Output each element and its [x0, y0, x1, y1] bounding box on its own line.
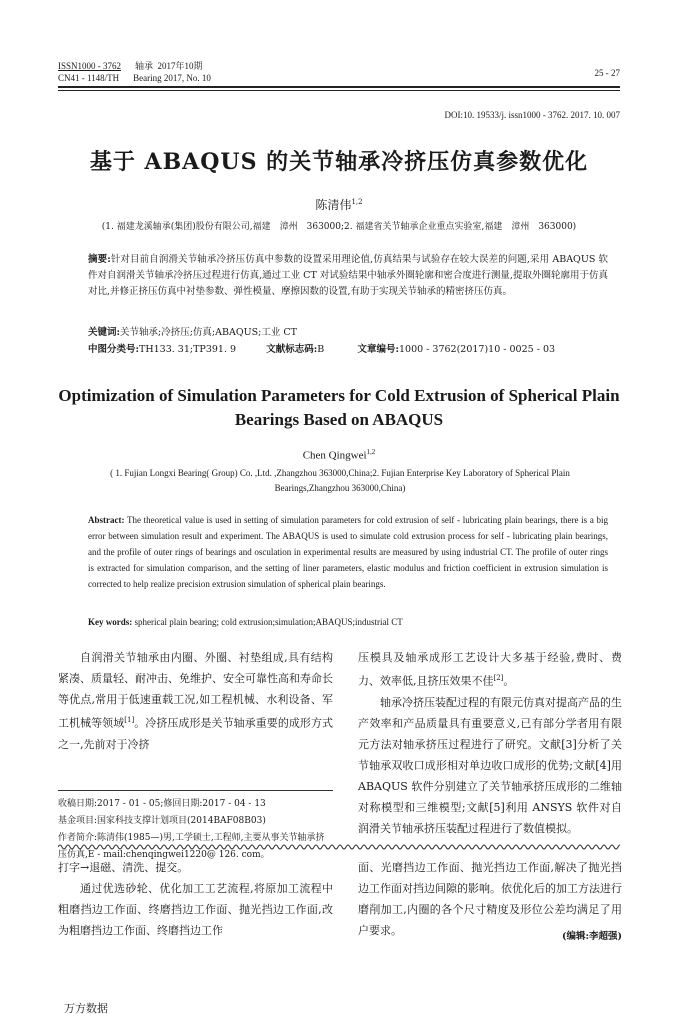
body-paragraph: 打字→退磁、清洗、提交。: [58, 861, 189, 874]
body-right-column: [358, 647, 622, 839]
clc-label: 中图分类号:: [88, 344, 140, 355]
footnote: [58, 796, 333, 864]
footnote-fund: 基金项目:国家科技支撑计划项目(2014BAF08B03): [58, 816, 266, 826]
article-no-label: 文章编号:: [357, 344, 399, 355]
footnote-bio: 作者简介:陈清伟(1985—)男,工学硕士,工程师,主要从事关节轴承挤压仿真,E - mail:chenqingwei1220@ 126. com。: [58, 833, 325, 860]
author-cn-name: 陈清伟: [315, 198, 352, 212]
body-left-column: [58, 647, 333, 755]
abstract-cn-text: 针对目前自润滑关节轴承冷挤压仿真中参数的设置采用理论值,仿真结果与试验存在较大误差的问题,采用 ABAQUS 软件对自润滑关节轴承冷挤压过程进行仿真,通过工业 CT 对试验结果中轴承外圈轮廓和密合度进行测量,提取外圈轮廓用于仿真对比,并修正挤压仿真中衬垫参数、弹性模量、摩擦因数的设置,有助于实现关节轴承的精密挤压仿真。: [88, 254, 608, 297]
doc-code-label: 文献标志码:: [266, 344, 318, 355]
footnote-rule: [58, 790, 333, 791]
issn: ISSN1000 - 3762: [58, 61, 122, 71]
abstract-cn: [88, 252, 608, 300]
header-rule-thin: [58, 90, 620, 91]
continuation-left-column: [58, 857, 333, 941]
author-en-name: Chen Qingwei: [302, 449, 367, 462]
body-paragraph: 面、光磨挡边工作面、抛光挡边工作面,解决了抛光挡边工作面对挡边间隙的影响。依优化后的加工方法进行磨削加工,内圈的各个尺寸精度及形位公差均满足了用户要求。: [358, 861, 622, 937]
keywords-en: [88, 617, 608, 627]
journal-header: [58, 60, 211, 84]
clc-value: TH133. 31;TP391. 9: [139, 344, 237, 355]
body-paragraph: [358, 647, 622, 692]
body-paragraph: 轴承冷挤压装配过程的有限元仿真对提高产品的生产效率和产品质量具有重要意义,已有部分学者用有限元方法对轴承挤压过程进行了研究。文献[3]分析了关节轴承双收口成形相对单边收口成形的优势;文献[4]用 ABAQUS 软件分别建立了关节轴承挤压成形的二维轴对称模型和三维模型;文献[5]利用 ANSYS 软件对自润滑关节轴承挤压装配过程进行了数值模拟。: [358, 695, 622, 835]
doi: DOI:10. 19533/j. issn1000 - 3762. 2017. 10. 007: [444, 110, 620, 120]
doc-code-value: B: [317, 344, 325, 355]
journal-name-en: Bearing 2017, No. 10: [133, 73, 211, 83]
year-issue-cn: 2017年10期: [157, 61, 203, 71]
abstract-en: [88, 512, 608, 592]
article-separator-wave: [58, 843, 620, 851]
body-paragraph: [58, 647, 333, 755]
classification-cn: [88, 342, 608, 358]
citation-ref: [1]: [124, 716, 135, 724]
article-no-value: 1000 - 3762(2017)10 - 0025 - 03: [398, 344, 556, 355]
body-paragraph: 通过优选砂轮、优化加工工艺流程,将原加工流程中粗磨挡边工作面、终磨挡边工作面、抛光挡边工作面,改为粗磨挡边工作面、终磨挡边工作: [58, 882, 333, 937]
affiliation-cn: (1. 福建龙溪轴承(集团)股份有限公司,福建 漳州 363000;2. 福建省关节轴承企业重点实验室,福建 漳州 363000): [101, 222, 577, 232]
keywords-en-text: spherical plain bearing; cold extrusion;simulation;ABAQUS;industrial CT: [134, 617, 403, 627]
body-text: 。: [503, 674, 515, 688]
body-text: 自润滑关节轴承由内圈、外圈、衬垫组成,具有结构紧凑、质量轻、耐冲击、免维护、安全可靠性高和寿命长等优点,常用于低速重载工况,如工程机械、水利设备、军工机械等领域: [58, 651, 333, 730]
header-rule: [58, 86, 620, 88]
page-range: 25 - 27: [594, 68, 620, 78]
abstract-cn-label: 摘要:: [88, 254, 111, 265]
footnote-dates: 收稿日期:2017 - 01 - 05;修回日期:2017 - 04 - 13: [58, 799, 266, 809]
editor-note: (编辑:李超强): [562, 931, 622, 942]
citation-ref: [2]: [493, 674, 504, 682]
abstract-en-label: Abstract:: [88, 515, 125, 525]
body-text: 。冷挤压成形是关节轴承重要的成形方式之一,先前对于冷挤: [58, 716, 334, 751]
author-en-affil-sup: 1,2: [366, 448, 376, 456]
title-en: Optimization of Simulation Parameters for Cold Extrusion of Spherical Plain Bearings Based on ABAQUS: [58, 386, 620, 429]
keywords-cn: [88, 325, 608, 341]
author-en: [58, 448, 620, 462]
title-cn: 基于 ABAQUS 的关节轴承冷挤压仿真参数优化: [89, 149, 589, 175]
cn-code: CN41 - 1148/TH: [58, 73, 120, 83]
watermark-wanfang: 万方数据: [64, 1002, 108, 1015]
author-cn: [58, 196, 620, 213]
body-text: 压模具及轴承成形工艺设计大多基于经验,费时、费力、效率低,且挤压效果不佳: [358, 651, 622, 688]
keywords-cn-label: 关键词:: [88, 327, 121, 338]
keywords-cn-text: 关节轴承;冷挤压;仿真;ABAQUS;工业 CT: [120, 327, 297, 338]
abstract-en-text: The theoretical value is used in setting of simulation parameters for cold extrusion of self - lubricating plain bearings, there is a big error between simulation result and experiment. The ABAQUS is used to simulate cold extrusion process for self - lubricating plain bearings, and the profile of outer rings of bearings and osculation in experimental results are measured by using industrial CT. The profile of outer rings is extracted for simulation comparison, and the setting of liner parameters, elastic modulus and friction coefficient in extrusion simulation is corrected to help realize precision extrusion simulation of spherical plain bearings.: [88, 515, 608, 589]
keywords-en-label: Key words:: [88, 617, 133, 627]
author-cn-affil-sup: 1,2: [351, 198, 363, 206]
journal-name-cn: 轴承: [135, 61, 154, 71]
affiliation-en: ( 1. Fujian Longxi Bearing( Group) Co. ,Ltd. ,Zhangzhou 363000,China;2. Fujian Enterprise Key Laboratory of Spherical Plain Bearings,Zhangzhou 363000,China): [110, 468, 570, 493]
